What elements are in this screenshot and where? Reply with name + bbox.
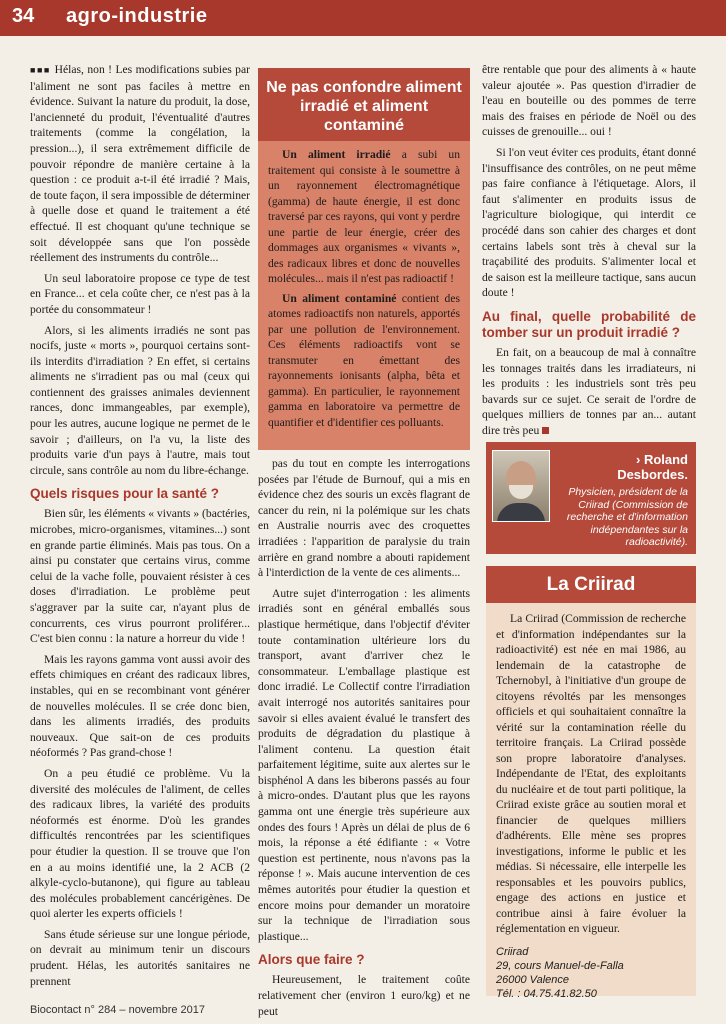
lead-paragraph: ■■■ Hélas, non ! Les modifications subies par l'aliment ne sont pas faciles à mettre en évidence. Suivant la nature du produit, la dose, l'ancienneté du produit, l'éventualité d'autres traitements (comme la congélation, la pression...), il sera extrêmement difficile de pouvoir répondre de manière certaine à la question : ce produit a-t-il été irradié ? Mais, de toute façon, il sera impossible de déterminer à quelle dose et quand le traitement a été effectué. Il est choquant qu'une technique se soit développée sans que l'on possède réellement des instruments du contrôle... [30,63,250,265]
paragraph: Alors, si les aliments irradiés ne sont pas nocifs, juste « morts », pourquoi certains sont-ils interdits d'irradiation ? En effet, si certains aliments ne s'irradient pas ou mal (ceux qui contiennent des graisses animales deviennent rances, donc immangeables, par exemple), pour les autres, aucune logique ne permet de le savoir ; d'ailleurs, on l'a vu, la liste des produits varie d'un pays à l'autre, mais tout circule, sans contrôle au nom du libre-échange. [30,323,250,477]
end-mark-icon [542,427,549,434]
paragraph: Heureusement, le traitement coûte relativement cher (environ 1 euro/kg) et ne peut [258,973,470,1018]
column-2 [258,456,470,1024]
paragraph: En fait, on a beaucoup de mal à connaître les tonnages traités dans les irradiateurs, ni les produits : les industriels sont très peu bavards sur ce sujet. Ce serait de l'ordre de quelques milliers de tonnes par an... autant dire très peu [482,345,696,437]
paragraph: La Criirad (Commission de recherche et d'information indépendantes sur la radioactivité) est née en mai 1986, au lendemain de la catastrophe de Tchernobyl, à l'initiative d'un groupe de citoyens révoltés par les mensonges officiels et qui souhaitaient connaître la vérité sur la contamination réelle du territoire français. La Criirad possède son propre laboratoire d'analyses. Indépendante de l'Etat, des exploitants du nucléaire et de tout parti politique, la Criirad existe grâce au soutien moral et financier de quelques milliers d'adhérents. Elle mène ses propres investigations, informe le public et les médias. Si nécessaire, elle interpelle les responsables et les pouvoirs publics, engage des actions en justice et contribue ainsi à faire évoluer la réglementation en vigueur. [496,612,686,935]
subheading-probability: Au final, quelle probabilité de tomber sur un produit irradié ? [482,308,696,340]
page-number: 34 [12,5,35,27]
subheading-what-to-do: Alors que faire ? [258,952,365,968]
paragraph: On a peu étudié ce problème. Vu la diversité des molécules de l'aliment, de celles des radicaux libres, la variété des produits néoformés est énorme. D'où les grandes difficultés rencontrées par les scientifiques pour étudier la question. Il se trouve que l'on en a au moins identifié une, la 2 ACB (2 alkyle-cyclo-butanone), qui figure au tableau des molécules probablement cancérigènes. De quoi alerter les experts officiels ! [30,766,250,921]
criirad-address: Criirad 29, cours Manuel-de-Falla 26000 Valence Tél. : 04.75.41.82.50 [496,945,624,1000]
author-role: Physicien, président de la Criirad (Commission de recherche et d'information indépendantes sur la radioactivité). [566,486,688,548]
info-box-title: Ne pas confondre aliment irradié et aliment contaminé [258,68,470,141]
page-footer: Biocontact n° 284 – novembre 2017 [30,1004,206,1016]
paragraph: Mais les rayons gamma vont aussi avoir des effets chimiques en créant des radicaux libres, instables, qui en se recombinant vont générer de nouvelles molécules. Il se crée donc bien, dans les aliments irradiés, des produits nouveaux. Que sait-on de ces produits néoformés ? Pas grand-chose ! [30,652,250,760]
paragraph: être rentable que pour des aliments à « haute valeur ajoutée ». Pas question d'irradier de l'eau en bouteille ou des pommes de terre mais des fraises en période de Noël ou des cuisses de grenouille... oui ! [482,63,696,139]
info-box [258,68,470,450]
paragraph: Si l'on veut éviter ces produits, étant donné l'insuffisance des contrôles, on ne peut même pas faire confiance à l'étiquetage. Alors, il faut s'alimenter en produits issus de l'agriculture biologique, qui interdit ce procédé dans son cahier des charges et dont certains labels sont très à cheval sur la traçabilité des produits. S'alimenter local et de saison est la meilleure tactique, sans aucun doute ! [482,145,696,300]
column-3 [482,62,696,443]
paragraph: Bien sûr, les éléments « vivants » (bactéries, microbes, micro-organismes, vitamines...) sont en grande partie éliminés. Mais pas tous. On a ainsi pu constater que certains virus, comme celui de la vache folle, pouvaient résister à ces doses d'irradiation. Le problème peut s'aggraver par la suite car, n'ayant plus de concurrents, ces virus pourront proliférer... C'est bien connu : la nature a horreur du vide ! [30,507,250,646]
criirad-body [486,603,696,937]
subheading-health-risks: Quels risques pour la santé ? [30,486,220,502]
paragraph: Autre sujet d'interrogation : les aliments irradiés sont en général emballés sous plastique hermétique, dans l'objectif d'éviter toute contamination ultérieure lors du transport, avant d'arriver chez le consommateur. L'emballage plastique est donc irradié. Le Collectif contre l'irradiation avait interrogé nos autorités sanitaires pour savoir si elles avaient évalué le transfert des produits de dégradation du plastique à l'aliment contenu. La question était parfaitement légitime, suite aux alertes sur le bisphénol A dans les biberons passés au four à micro-ondes. D'autant plus que les rayons gamma ont une énergie très supérieure aux ondes des fours ! Après un délai de plus de 6 mois, la réponse a été édifiante : « Votre question est pertinente, nous n'avons pas la réponse ! ». Mais aucune intervention de ces mêmes autorités pour étudier la question et encore moins pour demander un moratoire sur la technique de l'irradiation sous plastique... [258,586,470,943]
criirad-box [486,566,696,1000]
author-name: › Roland Desbordes. [617,452,688,482]
section-title: agro-industrie [66,5,208,27]
author-photo [492,450,550,522]
info-irradiated: Un aliment irradié a subi un traitement qui consiste à le soumettre à un rayonnement électromagnétique (gamma) de haute énergie, il est donc traversé par ces rayons, qui vont y perdre une partie de leur énergie, créer des dommages aux organismes « vivants », des radicaux libres et donc de nouvelles molécules... mais il n'est pas radioactif ! [268,148,461,285]
info-box-body [258,141,470,440]
paragraph: Un seul laboratoire propose ce type de test en France... et cela coûte cher, ce n'est pas à la portée du consommateur ! [30,271,250,316]
paragraph: pas du tout en compte les interrogations posées par l'étude de Burnouf, qui a mis en évidence chez des souris un excès flagrant de cancer du rein, ni la polémique sur les chats en Australie nourris avec des croquettes irradiées : l'apparition de paralysie du train arrière en grand nombre a abouti rapidement à l'interdiction de la vente de ces aliments... [258,457,470,580]
info-contaminated: Un aliment contaminé contient des atomes radioactifs non naturels, apportés par une pollution de l'environnement. Ces éléments radioactifs vont se transmuter en émettant des rayonnements ionisants (alpha, bêta et gamma). En particulier, le rayonnement gamma en laboratoire va permettre de quantifier et d'identifier ces polluants. [268,291,460,429]
paragraph: Sans étude sérieuse sur une longue période, on devrait au minimum tenir un discours prudent. Hélas, les autorités sanitaires ne prennent [30,927,250,988]
criirad-title: La Criirad [486,566,696,603]
page-header [0,0,726,36]
author-box [486,442,696,554]
column-1 [30,62,250,994]
bullet-marks: ■■■ [30,65,55,75]
